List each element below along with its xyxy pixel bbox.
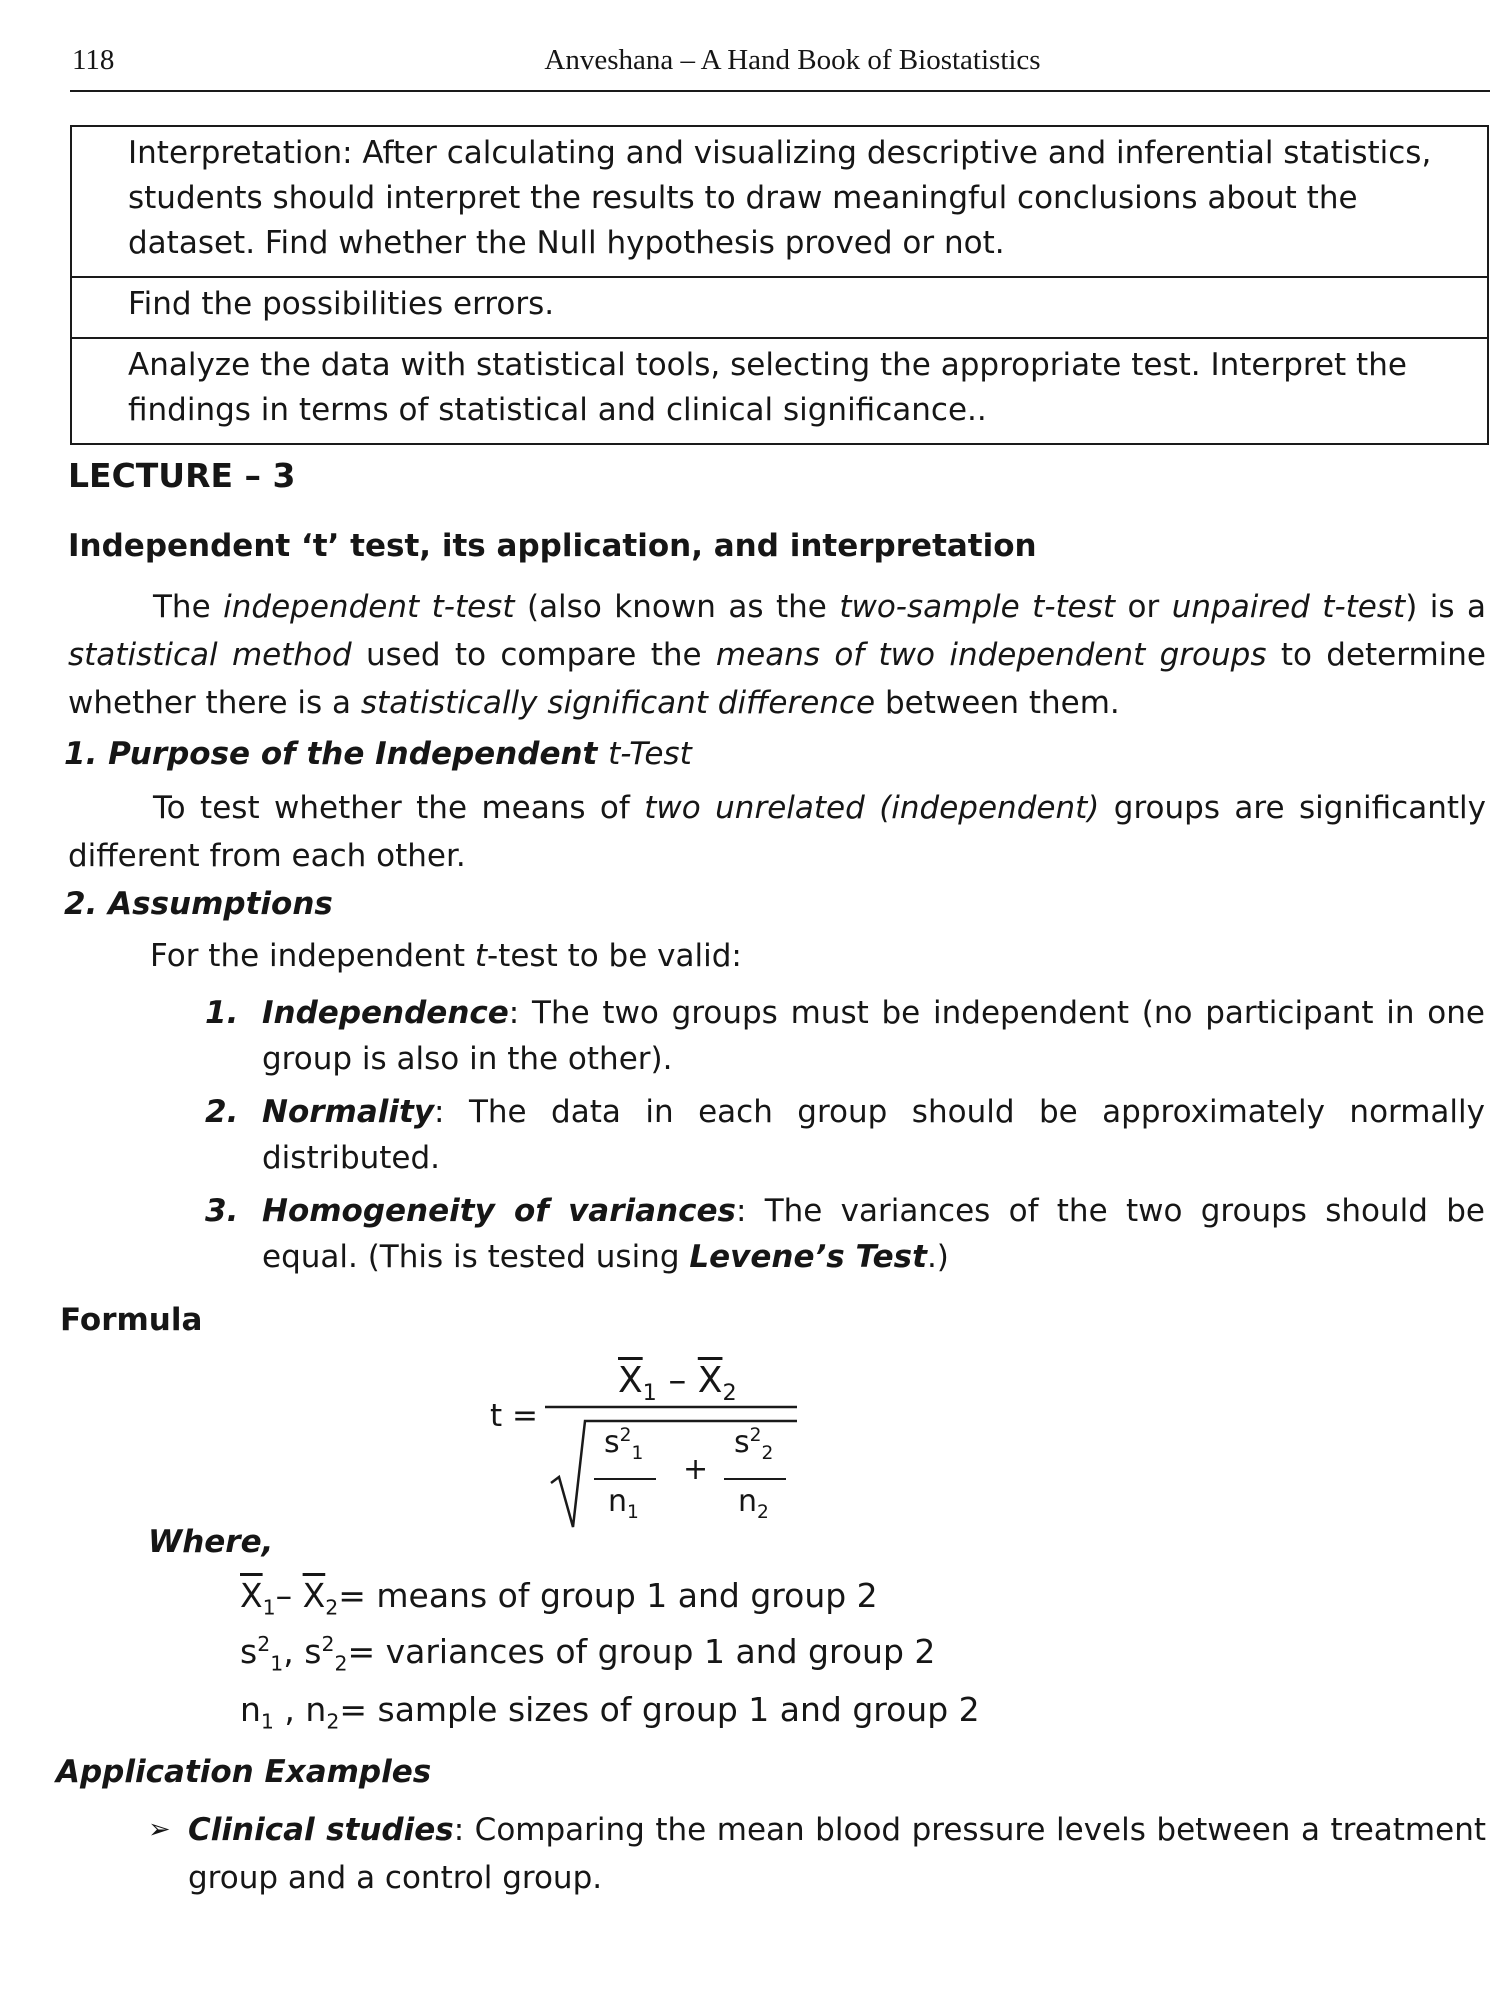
- list-item: 3. Homogeneity of variances: The variances of the two groups should be equal. (This is tested using Levene’s Test.): [205, 1193, 1485, 1275]
- definition-sample-sizes: $n_1$ , $n_2=$ sample sizes of group 1 and group 2: [240, 1690, 980, 1734]
- list-item: 1. Independence: The two groups must be independent (no participant in one group is also in the other).: [205, 995, 1485, 1077]
- table-row: Analyze the data with statistical tools, selecting the appropriate test. Interpret the findings in terms of statistical and clinical significance..: [72, 337, 1487, 443]
- page-number: 118: [72, 44, 115, 76]
- formula-term1-numerator: $s^2_1$: [604, 1425, 644, 1464]
- formula-term2-denominator: $n_2$: [738, 1484, 769, 1523]
- where-label: Where,: [148, 1524, 274, 1560]
- assumptions-heading: 2. Assumptions: [64, 886, 333, 922]
- header-rule: [70, 90, 1490, 92]
- running-header-title: Anveshana – A Hand Book of Biostatistics: [544, 44, 1041, 76]
- formula-label: Formula: [60, 1302, 203, 1338]
- applications-heading: Application Examples: [56, 1754, 432, 1790]
- formula-plus: +: [683, 1452, 709, 1487]
- definition-means: $\overline{X}_1-$ $\overline{X}_2=$ means of group 1 and group 2: [240, 1576, 878, 1620]
- arrow-bullet-icon: ➢: [148, 1814, 171, 1845]
- definition-variances: $s^2_1$, $s^2_2=$ variances of group 1 and group 2: [240, 1632, 936, 1676]
- formula-numerator: $\overline{X}_1 - \overline{X}_2$: [618, 1360, 737, 1407]
- lecture-heading: LECTURE – 3: [68, 456, 296, 495]
- formula-lhs: t =: [490, 1398, 538, 1434]
- intro-paragraph: The independent t-test (also known as the two-sample t-test or unpaired t-test) is a statistical method used to compare the means of two independent groups to determine whether there is a statistically significant difference between them.: [68, 589, 1487, 721]
- purpose-heading: 1. Purpose of the Independent t-Test: [64, 736, 692, 772]
- activity-table: [70, 125, 1489, 445]
- table-row: Find the possibilities errors.: [72, 276, 1487, 337]
- formula-term1-denominator: $n_1$: [608, 1484, 639, 1523]
- section-heading: Independent ‘t’ test, its application, and interpretation: [68, 528, 1037, 564]
- table-row: Interpretation: After calculating and visualizing descriptive and inferential statistics, students should interpret the results to draw meaningful conclusions about the dataset. Find whether the Null hypothesis proved or not.: [128, 135, 1432, 261]
- purpose-paragraph: To test whether the means of two unrelated (independent) groups are significantly different from each other.: [68, 790, 1486, 874]
- list-item: ➢ Clinical studies: Comparing the mean blood pressure levels between a treatment group and a control group.: [148, 1806, 1486, 1902]
- assumptions-intro: For the independent t-test to be valid:: [150, 938, 742, 974]
- fraction-bar: [594, 1478, 656, 1480]
- fraction-bar: [724, 1478, 786, 1480]
- list-item: 2. Normality: The data in each group should be approximately normally distributed.: [205, 1094, 1485, 1176]
- formula-term2-numerator: $s^2_2$: [734, 1425, 774, 1464]
